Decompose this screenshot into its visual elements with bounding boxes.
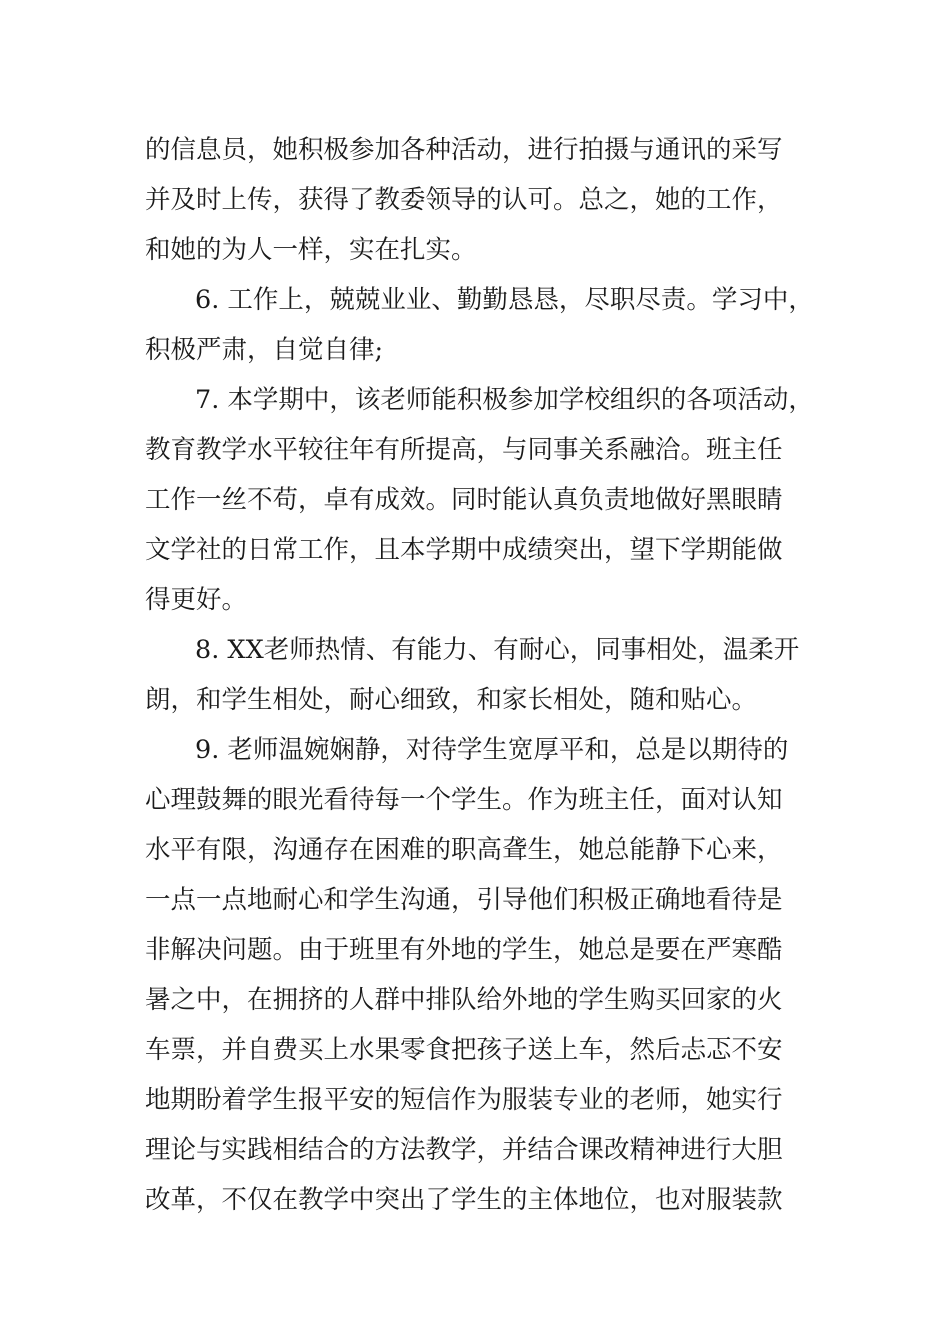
text-line: 得更好。 (145, 585, 248, 615)
text-line: 文学社的日常工作，且本学期中成绩突出，望下学期能做 (145, 535, 783, 565)
text-line: 7. 本学期中，该老师能积极参加学校组织的各项活动， (195, 385, 814, 415)
text-line: 心理鼓舞的眼光看待每一个学生。作为班主任，面对认知 (145, 785, 783, 815)
text-line: 的信息员，她积极参加各种活动，进行拍摄与通讯的采写 (145, 135, 783, 165)
text-line: 和她的为人一样，实在扎实。 (145, 235, 477, 265)
text-line: 朗，和学生相处，耐心细致，和家长相处，随和贴心。 (145, 685, 758, 715)
text-line: 教育教学水平较往年有所提高，与同事关系融洽。班主任 (145, 435, 783, 465)
text-line: 理论与实践相结合的方法教学，并结合课改精神进行大胆 (145, 1135, 783, 1165)
text-line: 改革，不仅在教学中突出了学生的主体地位，也对服装款 (145, 1185, 783, 1215)
text-line: 车票，并自费买上水果零食把孩子送上车，然后忐忑不安 (145, 1035, 783, 1065)
text-line: 6. 工作上，兢兢业业、勤勤恳恳，尽职尽责。学习中， (195, 285, 814, 315)
text-line: 地期盼着学生报平安的短信作为服装专业的老师，她实行 (145, 1085, 783, 1115)
text-line: 一点一点地耐心和学生沟通，引导他们积极正确地看待是 (145, 885, 783, 915)
text-line: 并及时上传，获得了教委领导的认可。总之，她的工作， (145, 185, 783, 215)
text-line: 8. XX老师热情、有能力、有耐心，同事相处，温柔开 (195, 635, 800, 665)
text-line: 积极严肃，自觉自律; (145, 335, 384, 365)
text-line: 9. 老师温婉娴静，对待学生宽厚平和，总是以期待的 (195, 735, 789, 765)
text-line: 工作一丝不苟，卓有成效。同时能认真负责地做好黑眼睛 (145, 485, 783, 515)
text-line: 水平有限，沟通存在困难的职高聋生，她总能静下心来， (145, 835, 783, 865)
text-line: 暑之中，在拥挤的人群中排队给外地的学生购买回家的火 (145, 985, 783, 1015)
text-line: 非解决问题。由于班里有外地的学生，她总是要在严寒酷 (145, 935, 783, 965)
